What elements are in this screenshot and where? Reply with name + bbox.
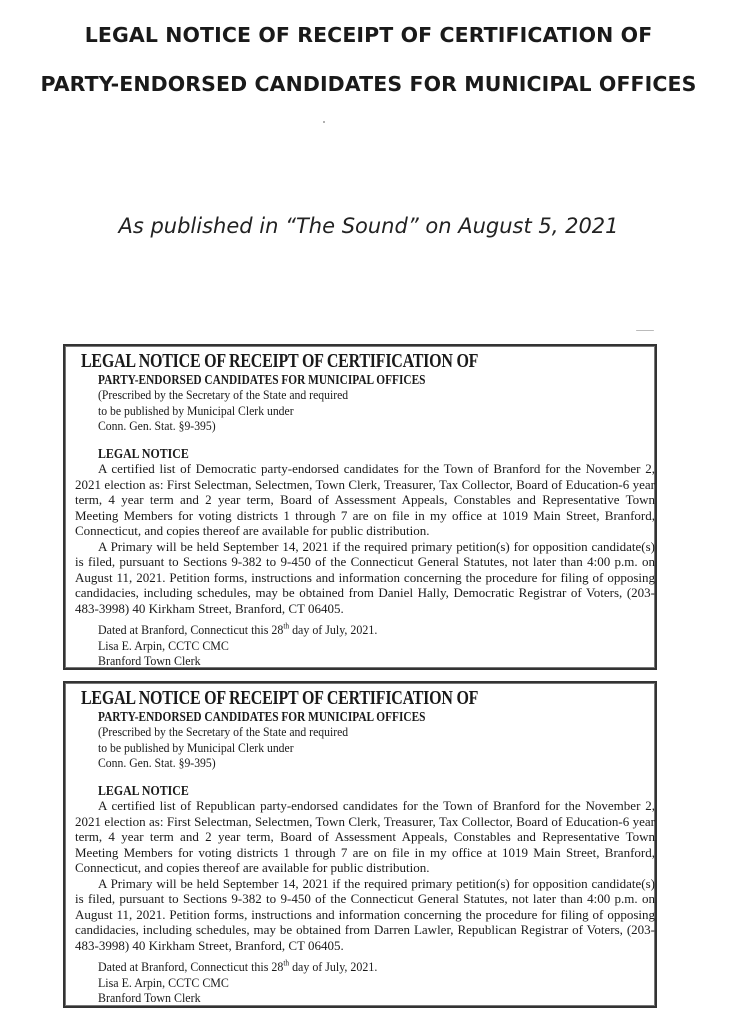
notice-paragraph-primary: A Primary will be held September 14, 2021 if the required primary petition(s) for opposition candidate(s) is filed, pursuant to Sections 9-382 to 9-450 of the Connecticut General Statutes, not later than 4:00 p.m. on August 11, 2021. Petition forms, instructions and information concerning the procedure for filing of opposing candidacies, including schedules, may be obtained from Darren Lawler, Republican Registrar of Voters, (203-483-3998) 40 Kirkham Street, Branford, CT 06405. <box>75 875 655 953</box>
dated-ordinal: th <box>283 621 290 631</box>
prescribed-line: to be published by Municipal Clerk under <box>98 402 294 418</box>
dated-suffix: day of July, 2021. <box>289 959 378 974</box>
prescribed-note <box>98 387 348 434</box>
notice-paragraph-primary: A Primary will be held September 14, 2021 if the required primary petition(s) for opposition candidate(s) is filed, pursuant to Sections 9-382 to 9-450 of the Connecticut General Statutes, not later than 4:00 p.m. on August 11, 2021. Petition forms, instructions and information concerning the procedure for filing of opposing candidacies, including schedules, may be obtained from Daniel Hally, Democratic Registrar of Voters, (203-483-3998) 40 Kirkham Street, Branford, CT 06405. <box>75 538 655 616</box>
prescribed-line: to be published by Municipal Clerk under <box>98 739 294 755</box>
signer-name: Lisa E. Arpin, CCTC CMC <box>98 637 229 653</box>
dated-prefix: Dated at Branford, Connecticut this 28 <box>98 622 284 637</box>
notice-subtitle: PARTY-ENDORSED CANDIDATES FOR MUNICIPAL OFFICES <box>98 709 426 724</box>
page-title-line-1: LEGAL NOTICE OF RECEIPT OF CERTIFICATION OF <box>84 23 653 47</box>
notice-paragraph-certified-list: A certified list of Democratic party-endorsed candidates for the Town of Branford for the November 2, 2021 election as: First Selectman, Selectmen, Town Clerk, Treasurer, Tax Collector, Board of Education-6 year term, 4 year term and 2 year term, Board of Assessment Appeals, Constables and Representative Town Meeting Members for voting districts 1 through 7 are on file in my office at 1019 Main Street, Branford, Connecticut, and copies thereof are available for public distribution. <box>75 461 655 538</box>
dated-block <box>98 959 377 1006</box>
publication-line: As published in “The Sound” on August 5, 2021 <box>118 214 619 238</box>
scan-speck <box>636 330 654 331</box>
prescribed-note <box>98 724 348 771</box>
scan-speck <box>323 121 325 123</box>
dated-line <box>98 622 377 638</box>
legal-notice-republican <box>63 681 657 1008</box>
notice-title: LEGAL NOTICE OF RECEIPT OF CERTIFICATION OF <box>81 687 479 709</box>
prescribed-line: Conn. Gen. Stat. §9-395) <box>98 755 216 770</box>
notice-subtitle: PARTY-ENDORSED CANDIDATES FOR MUNICIPAL OFFICES <box>98 372 426 387</box>
dated-line <box>98 959 377 975</box>
prescribed-line: (Prescribed by the Secretary of the State and required <box>98 724 349 739</box>
dated-prefix: Dated at Branford, Connecticut this 28 <box>98 959 284 974</box>
legal-notice-heading: LEGAL NOTICE <box>98 446 189 461</box>
notice-paragraph-certified-list: A certified list of Republican party-endorsed candidates for the Town of Branford for the November 2, 2021 election as: First Selectman, Selectmen, Town Clerk, Treasurer, Tax Collector, Board of Education-6 year term, 4 year term and 2 year term, Board of Assessment Appeals, Constables and Representative Town Meeting Members for voting districts 1 through 7 are on file in my office at 1019 Main Street, Branford, Connecticut, and copies thereof are available for public distribution. <box>75 798 655 875</box>
legal-notice-democratic <box>63 344 657 670</box>
signer-title: Branford Town Clerk <box>98 653 201 668</box>
signer-name: Lisa E. Arpin, CCTC CMC <box>98 974 229 990</box>
notice-title: LEGAL NOTICE OF RECEIPT OF CERTIFICATION OF <box>81 350 479 372</box>
notice-body <box>75 798 655 953</box>
page-title-line-2: PARTY-ENDORSED CANDIDATES FOR MUNICIPAL OFFICES <box>40 72 697 96</box>
dated-suffix: day of July, 2021. <box>289 622 378 637</box>
prescribed-line: (Prescribed by the Secretary of the State and required <box>98 387 349 402</box>
prescribed-line: Conn. Gen. Stat. §9-395) <box>98 418 216 433</box>
legal-notice-heading: LEGAL NOTICE <box>98 783 189 798</box>
dated-block <box>98 622 377 669</box>
signer-title: Branford Town Clerk <box>98 990 201 1005</box>
dated-ordinal: th <box>283 958 290 968</box>
notice-body <box>75 461 655 616</box>
